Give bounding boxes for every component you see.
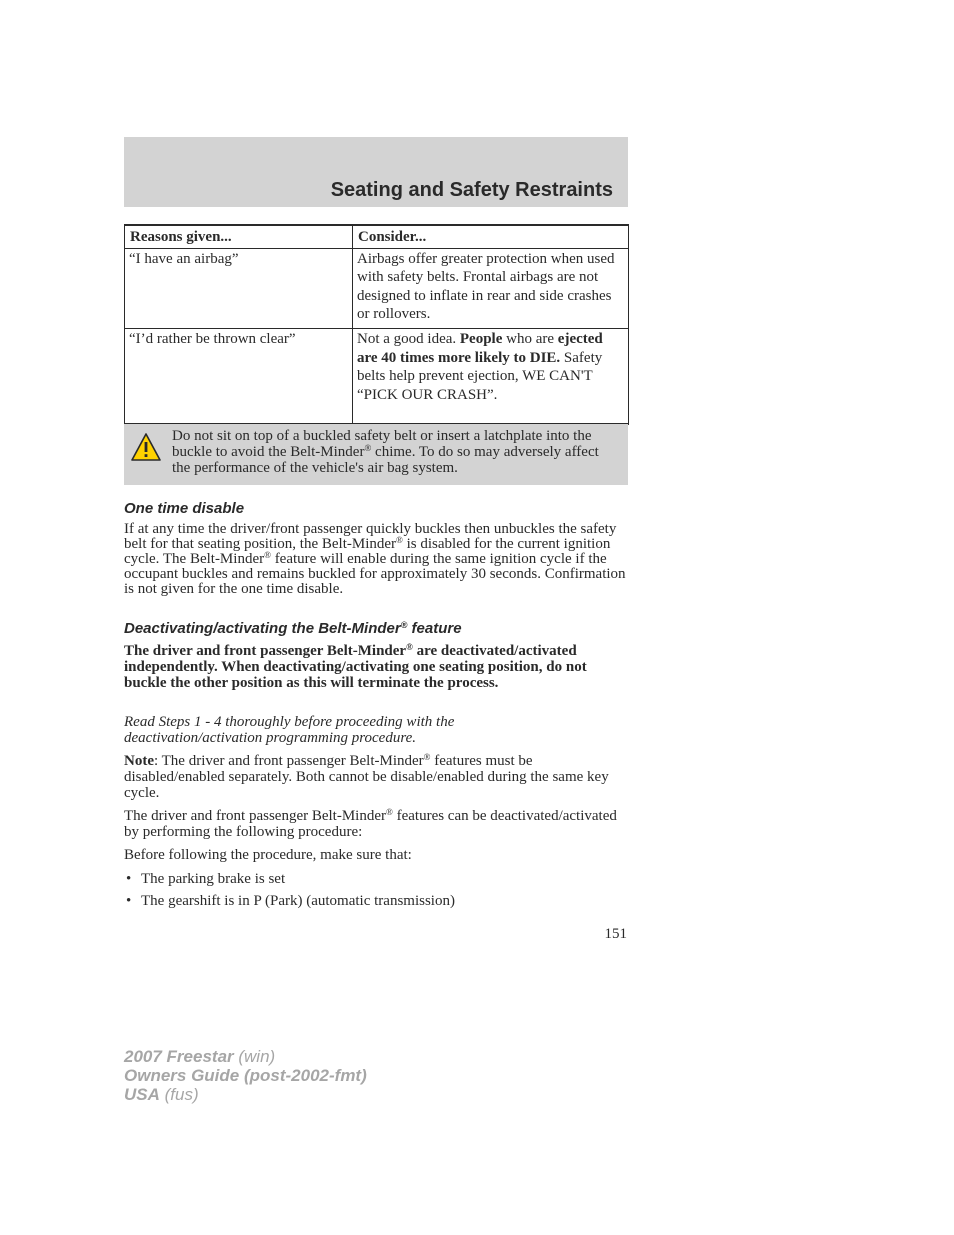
table-header-reasons: Reasons given... bbox=[125, 225, 353, 248]
reasons-table bbox=[124, 224, 629, 425]
table-cell-consider: Airbags offer greater protection when used with safety belts. Frontal airbags are not designed to inflate in rear and side crashes or rollovers. bbox=[353, 248, 629, 328]
section-title: Seating and Safety Restraints bbox=[330, 179, 613, 201]
deactivating-heading bbox=[124, 620, 462, 637]
registered-mark: ® bbox=[264, 550, 271, 560]
footer-guide: Owners Guide (post-2002-fmt) bbox=[124, 1066, 367, 1085]
footer-line bbox=[124, 1085, 367, 1104]
checklist bbox=[124, 871, 628, 915]
list-item bbox=[124, 871, 628, 887]
warning-text: Do not sit on top of a buckled safety belt or insert a latchplate into the buckle to avoid the Belt-Minder bbox=[172, 428, 592, 460]
note-label: Note bbox=[124, 753, 154, 769]
table-row bbox=[125, 248, 629, 328]
table-cell-consider bbox=[353, 328, 629, 424]
one-time-disable-heading: One time disable bbox=[124, 500, 245, 517]
consider-bold: ejected are 40 times more likely to DIE. bbox=[357, 330, 603, 366]
paragraph-text: feature will enable during the same ignition cycle if the occupant buckles and remains buckled for approximately 30 seconds. Confirmation is not given for the one time disable. bbox=[124, 551, 626, 597]
paragraph-text: The driver and front passenger Belt-Minder bbox=[124, 808, 386, 824]
paragraph-text: If at any time the driver/front passenger quickly buckles then unbuckles the safety belt for that seating position, the Belt-Minder bbox=[124, 521, 617, 552]
heading-text: feature bbox=[407, 620, 462, 637]
note-text bbox=[124, 753, 628, 802]
registered-mark: ® bbox=[400, 620, 408, 630]
read-steps-text: Read Steps 1 - 4 thoroughly before proceeding with the deactivation/activation programming procedure. bbox=[124, 714, 455, 747]
footer-line bbox=[124, 1066, 367, 1085]
paragraph-text: are deactivated/activated independently. When deactivating/activating one seating position, do not buckle the other position as this will terminate the process. bbox=[124, 643, 587, 692]
table-header-consider: Consider... bbox=[353, 225, 629, 248]
footer-line bbox=[124, 1047, 367, 1066]
page-number: 151 bbox=[604, 926, 627, 942]
consider-text: who are bbox=[502, 330, 558, 347]
table-row bbox=[125, 328, 629, 424]
document-footer bbox=[124, 1047, 367, 1104]
registered-mark: ® bbox=[396, 535, 403, 545]
table-header-row bbox=[125, 225, 629, 248]
consider-text: Not a good idea. bbox=[357, 330, 460, 347]
footer-model: 2007 Freestar bbox=[124, 1047, 234, 1066]
bullet-glyph: • bbox=[126, 871, 132, 887]
list-item-text: The gearshift is in P (Park) (automatic transmission) bbox=[141, 893, 455, 909]
footer-code: (win) bbox=[233, 1047, 276, 1066]
procedure-text bbox=[124, 808, 628, 840]
one-time-disable-text bbox=[124, 522, 628, 597]
section-header-band bbox=[124, 137, 628, 207]
table-cell-reason: “I’d rather be thrown clear” bbox=[125, 328, 353, 424]
paragraph-text: : The driver and front passenger Belt-Minder bbox=[154, 753, 424, 769]
list-item-text: The parking brake is set bbox=[141, 871, 286, 887]
warning-triangle-icon bbox=[130, 432, 162, 462]
paragraph-text: The driver and front passenger Belt-Minder bbox=[124, 643, 407, 659]
paragraph-text: features must be disabled/enabled separately. Both cannot be disable/enabled during the same key cycle. bbox=[124, 753, 609, 802]
list-item bbox=[124, 893, 628, 909]
registered-mark: ® bbox=[364, 443, 372, 453]
registered-mark: ® bbox=[423, 752, 431, 762]
heading-text: Deactivating/activating the Belt-Minder bbox=[124, 620, 401, 637]
bullet-glyph: • bbox=[126, 893, 132, 909]
table-cell-reason: “I have an airbag” bbox=[125, 248, 353, 328]
registered-mark: ® bbox=[386, 807, 393, 817]
footer-region: USA bbox=[124, 1085, 160, 1104]
warning-box bbox=[124, 424, 628, 485]
registered-mark: ® bbox=[406, 642, 413, 652]
deactivating-warning-text bbox=[124, 643, 628, 692]
consider-bold: People bbox=[459, 330, 503, 347]
warning-text: chime. To do so may adversely affect the performance of the vehicle's air bag system. bbox=[172, 444, 599, 476]
paragraph-text: features can be deactivated/activated by performing the following procedure: bbox=[124, 808, 617, 841]
footer-code: (fus) bbox=[159, 1085, 199, 1104]
consider-text: Safety belts help prevent ejection, WE CAN'T “PICK OUR CRASH”. bbox=[357, 349, 603, 403]
before-procedure-text: Before following the procedure, make sure that: bbox=[124, 847, 412, 863]
paragraph-text: is disabled for the current ignition cycle. The Belt-Minder bbox=[124, 536, 611, 567]
